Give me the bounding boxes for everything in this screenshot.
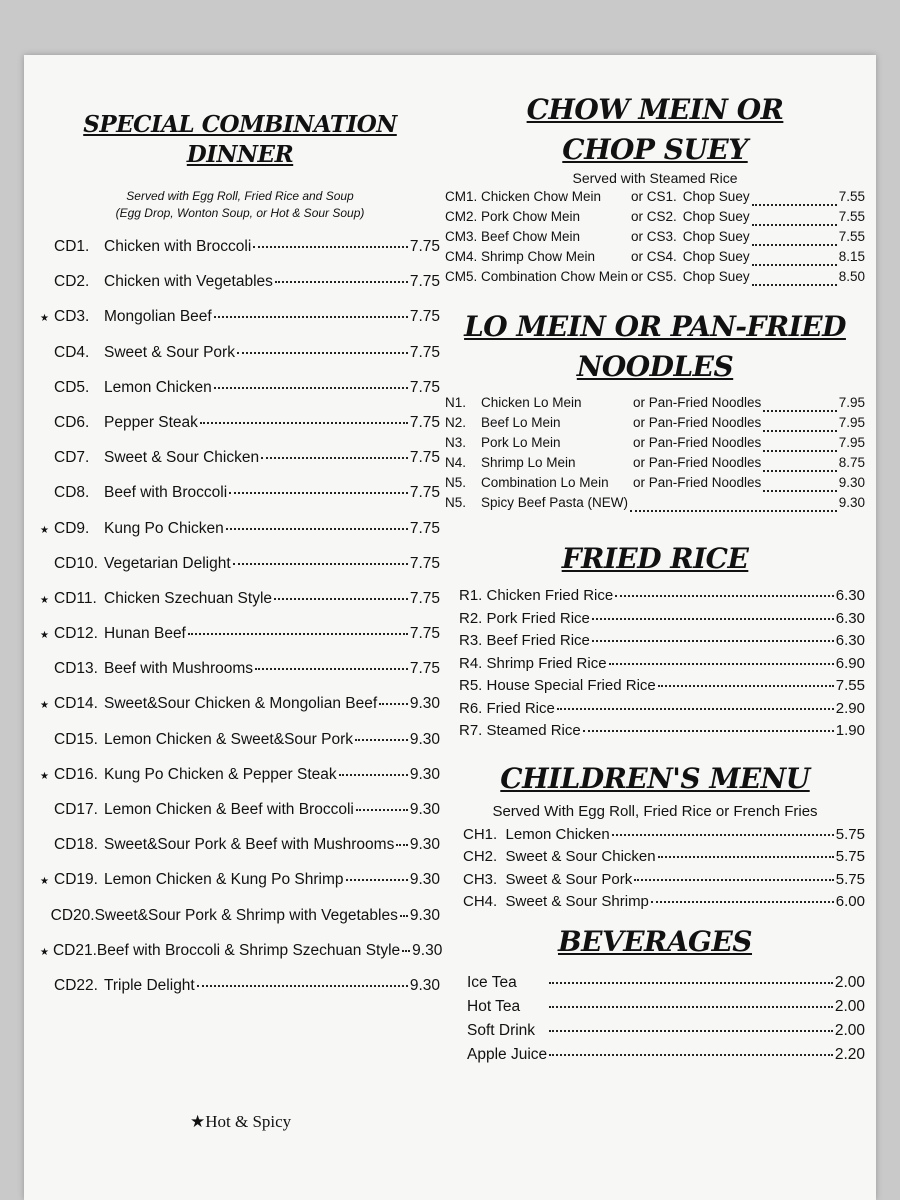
item-price: 6.30: [835, 632, 865, 649]
dot-leader: [592, 618, 834, 620]
item-code: CM3.: [445, 229, 478, 244]
item-price: 7.75: [409, 449, 440, 467]
item-name: R7. Steamed Rice: [459, 722, 581, 739]
dot-leader: [549, 1054, 833, 1056]
item-name: Chicken with Broccoli: [104, 238, 252, 255]
item-price: 7.75: [409, 273, 440, 291]
hot-spicy-star-icon: ★: [40, 524, 49, 536]
dot-leader: [612, 834, 834, 836]
dot-leader: [200, 422, 408, 424]
item-name: Apple Juice: [467, 1045, 548, 1063]
item-name: Chicken Chow Mein: [481, 189, 602, 204]
hot-spicy-star-icon: ★: [40, 313, 49, 325]
beverages-list: [445, 974, 865, 1070]
fried-rice-title: FRIED RICE: [561, 542, 749, 575]
dot-leader: [763, 472, 836, 492]
dot-leader: [356, 809, 408, 811]
lo-mein-row: [445, 495, 865, 515]
item-code: CD19.: [54, 871, 98, 889]
item-name: Shrimp Chow Mein: [481, 249, 596, 264]
dot-leader: [237, 352, 408, 354]
item-price: 9.30: [409, 730, 440, 748]
beverage-row: [445, 998, 865, 1022]
item-name: R4. Shrimp Fried Rice: [459, 654, 607, 672]
item-code: CD14.: [54, 695, 98, 713]
item-price: 2.00: [834, 1021, 865, 1039]
dot-leader: [214, 316, 408, 318]
item-name: CH4. Sweet & Sour Shrimp: [463, 893, 649, 910]
alt-name: Chop Suey: [682, 249, 750, 264]
dot-leader: [188, 633, 408, 635]
menu-item-row: [40, 344, 440, 379]
item-price: 7.55: [835, 677, 865, 694]
dot-leader: [229, 492, 408, 494]
dot-leader: [275, 281, 408, 283]
item-code: CD4.: [54, 343, 90, 361]
item-name: Lemon Chicken & Sweet&Sour Pork: [104, 730, 353, 748]
item-code: CD10.: [54, 554, 98, 572]
dot-leader: [763, 432, 836, 452]
item-name: R2. Pork Fried Rice: [459, 609, 590, 627]
item-code: CD13.: [54, 660, 98, 678]
fried-rice-row: [445, 655, 865, 678]
beverage-row: [445, 974, 865, 998]
dot-leader: [233, 563, 408, 565]
item-price: 8.50: [838, 269, 865, 284]
item-price: 6.90: [835, 654, 865, 672]
item-code: CD20.: [50, 906, 95, 924]
item-price: 9.30: [838, 475, 865, 490]
item-price: 9.30: [838, 495, 865, 510]
alt-code: or CS3.: [631, 229, 677, 244]
item-code: CM4.: [445, 249, 478, 264]
fried-rice-row: [445, 610, 865, 633]
alt-name: Chop Suey: [682, 209, 750, 224]
item-price: 7.55: [838, 209, 865, 224]
item-price: 9.30: [409, 801, 440, 818]
dot-leader: [339, 774, 408, 776]
dot-leader: [255, 668, 408, 670]
item-code: CM1.: [445, 189, 478, 204]
item-code: CD1.: [54, 238, 90, 255]
dot-leader: [214, 387, 408, 389]
item-code: CD3.: [54, 308, 90, 326]
item-name: Sweet&Sour Pork & Beef with Mushrooms: [104, 836, 395, 854]
menu-item-row: [40, 520, 440, 555]
item-name: Pepper Steak: [104, 413, 198, 431]
item-code: N4.: [445, 455, 467, 470]
alt-name: or Pan-Fried Noodles: [633, 415, 762, 430]
hot-spicy-star-icon: ★: [40, 630, 49, 642]
hot-spicy-star-icon: ★: [40, 946, 49, 958]
dot-leader: [379, 703, 408, 705]
dot-leader: [197, 985, 408, 987]
dot-leader: [752, 266, 837, 286]
dot-leader: [400, 915, 408, 917]
fried-rice-row: [445, 700, 865, 723]
childrens-menu-row: [445, 848, 865, 871]
alt-code: or CS2.: [631, 209, 677, 224]
item-name: R1. Chicken Fried Rice: [459, 587, 614, 604]
item-name: Triple Delight: [104, 976, 195, 994]
dot-leader: [396, 844, 408, 846]
fried-rice-row: [445, 587, 865, 610]
item-price: 5.75: [835, 825, 865, 843]
item-name: CH3. Sweet & Sour Pork: [463, 870, 633, 888]
menu-item-row: [40, 590, 440, 625]
menu-item-row: [40, 836, 440, 871]
hot-spicy-star-icon: ★: [40, 594, 49, 606]
item-price: 9.30: [409, 765, 440, 783]
dot-leader: [253, 246, 408, 248]
menu-item-row: [40, 379, 440, 414]
lo-mein-title-line2: NOODLES: [576, 350, 734, 383]
item-name: Chicken Lo Mein: [481, 395, 582, 410]
fried-rice-row: [445, 722, 865, 745]
childrens-menu-note: Served With Egg Roll, Fried Rice or French Fries: [492, 802, 818, 820]
item-name: Beef Lo Mein: [481, 415, 561, 430]
item-price: 7.75: [409, 238, 440, 255]
item-price: 7.95: [838, 395, 865, 410]
item-price: 1.90: [835, 722, 865, 739]
dot-leader: [634, 879, 834, 881]
item-name: Chicken Szechuan Style: [104, 589, 273, 607]
item-code: CD9.: [54, 519, 90, 537]
item-name: Combination Chow Mein: [481, 269, 629, 284]
item-code: CD2.: [54, 273, 90, 291]
item-name: R3. Beef Fried Rice: [459, 632, 590, 649]
dot-leader: [763, 412, 836, 432]
item-name: R6. Fried Rice: [459, 699, 555, 717]
beverage-row: [445, 1022, 865, 1046]
item-code: CD22.: [54, 976, 98, 994]
dot-leader: [752, 226, 837, 246]
dot-leader: [658, 685, 834, 687]
item-code: CD17.: [54, 801, 98, 818]
item-code: CD12.: [54, 625, 98, 643]
dot-leader: [592, 640, 834, 642]
item-price: 7.75: [409, 484, 440, 502]
item-code: CD21.: [52, 941, 97, 959]
item-code: CM5.: [445, 269, 478, 284]
special-combination-section: [40, 110, 443, 1012]
item-price: 7.75: [409, 589, 440, 607]
item-price: 9.30: [412, 941, 443, 959]
right-column: [445, 90, 865, 1070]
hot-spicy-legend: ★Hot & Spicy: [190, 1112, 292, 1131]
item-price: 6.30: [835, 609, 865, 627]
special-combination-note: Served with Egg Roll, Fried Rice and Soup: [126, 189, 354, 203]
item-name: Shrimp Lo Mein: [481, 455, 576, 470]
dot-leader: [226, 528, 408, 530]
menu-item-row: [40, 660, 440, 695]
item-name: Pork Chow Mein: [481, 209, 581, 224]
dot-leader: [557, 708, 834, 710]
item-price: 7.75: [409, 660, 440, 678]
alt-name: or Pan-Fried Noodles: [633, 435, 762, 450]
menu-item-row: [40, 238, 440, 273]
item-price: 7.75: [409, 378, 440, 396]
childrens-menu-title: CHILDREN'S MENU: [500, 761, 810, 795]
dot-leader: [763, 452, 836, 472]
item-code: CD11.: [54, 589, 97, 607]
dot-leader: [346, 879, 408, 881]
fried-rice-row: [445, 632, 865, 655]
item-name: CH1. Lemon Chicken: [463, 825, 610, 843]
menu-item-row: [40, 871, 440, 906]
item-name: Beef with Mushrooms: [104, 660, 254, 678]
chow-mein-list: [445, 189, 865, 289]
item-name: Pork Lo Mein: [481, 435, 561, 450]
alt-name: or Pan-Fried Noodles: [633, 395, 762, 410]
item-code: CD6.: [54, 413, 90, 431]
item-price: 7.55: [838, 229, 865, 244]
menu-item-row: [40, 625, 440, 660]
item-name: Sweet & Sour Chicken: [104, 449, 260, 467]
item-price: 9.30: [409, 871, 440, 889]
item-price: 7.75: [409, 519, 440, 537]
alt-code: or CS1.: [631, 189, 677, 204]
childrens-menu-row: [445, 893, 865, 916]
item-name: Kung Po Chicken & Pepper Steak: [104, 765, 337, 783]
item-name: Sweet & Sour Pork: [104, 343, 235, 361]
item-price: 5.75: [835, 848, 865, 865]
item-name: Beef Chow Mein: [481, 229, 581, 244]
menu-item-row: [40, 414, 440, 449]
item-price: 7.95: [838, 435, 865, 450]
item-code: CM2.: [445, 209, 478, 224]
item-price: 5.75: [835, 870, 865, 888]
chow-mein-title-line1: CHOW MEIN OR: [526, 93, 784, 126]
menu-item-row: [40, 555, 440, 590]
item-name: Hunan Beef: [104, 625, 186, 643]
dot-leader: [583, 730, 834, 732]
item-price: 7.95: [838, 415, 865, 430]
menu-item-row: [40, 731, 440, 766]
item-code: CD7.: [54, 449, 90, 467]
item-code: N1.: [445, 395, 467, 410]
chow-mein-note: Served with Steamed Rice: [572, 170, 738, 186]
special-combination-list: [40, 238, 443, 1012]
hot-spicy-star-icon: ★: [40, 876, 49, 888]
item-price: 7.75: [409, 554, 440, 572]
item-name: Vegetarian Delight: [104, 554, 231, 572]
chow-mein-title-line2: CHOP SUEY: [562, 133, 748, 166]
menu-item-row: [40, 695, 440, 730]
item-code: N2.: [445, 415, 467, 430]
item-name: Lemon Chicken: [104, 378, 212, 396]
item-name: Beef with Broccoli & Shrimp Szechuan Style: [96, 941, 401, 959]
item-code: CD5.: [54, 378, 90, 396]
item-price: 8.15: [838, 249, 865, 264]
item-name: Spicy Beef Pasta (NEW): [481, 495, 629, 510]
item-price: 2.90: [835, 699, 865, 717]
childrens-menu-list: [445, 826, 865, 916]
fried-rice-row: [445, 677, 865, 700]
item-price: 7.55: [838, 189, 865, 204]
dot-leader: [651, 901, 834, 903]
item-price: 7.75: [409, 413, 440, 431]
item-price: 7.75: [409, 343, 440, 361]
dot-leader: [752, 206, 837, 226]
dot-leader: [549, 1030, 833, 1032]
menu-item-row: [40, 941, 443, 977]
item-price: 2.00: [834, 973, 865, 991]
item-name: Lemon Chicken & Beef with Broccoli: [104, 801, 354, 818]
item-price: 7.75: [409, 625, 440, 643]
dot-leader: [609, 663, 834, 665]
item-code: CD16.: [54, 765, 98, 783]
item-price: 8.75: [838, 455, 865, 470]
item-price: 6.30: [835, 587, 865, 604]
item-price: 9.30: [409, 695, 440, 713]
hot-spicy-star-icon: ★: [40, 700, 49, 712]
item-name: Beef with Broccoli: [104, 484, 228, 502]
dot-leader: [549, 1006, 833, 1008]
hot-spicy-star-icon: ★: [40, 770, 49, 782]
item-price: 6.00: [835, 893, 865, 910]
beverage-row: [445, 1046, 865, 1070]
item-price: 2.20: [834, 1045, 865, 1063]
item-name: Hot Tea: [467, 997, 521, 1015]
item-name: Chicken with Vegetables: [104, 273, 273, 291]
menu-item-row: [40, 907, 440, 942]
item-name: Lemon Chicken & Kung Po Shrimp: [104, 871, 344, 889]
menu-item-row: [40, 308, 440, 343]
menu-item-row: [40, 977, 440, 1012]
alt-name: Chop Suey: [682, 269, 750, 284]
alt-name: Chop Suey: [682, 229, 750, 244]
childrens-menu-row: [445, 826, 865, 849]
item-code: CD15.: [54, 730, 98, 748]
item-code: N3.: [445, 435, 467, 450]
lo-mein-title-line1: LO MEIN OR PAN-FRIED: [464, 310, 846, 343]
dot-leader: [752, 186, 837, 206]
dot-leader: [615, 595, 834, 597]
item-name: Mongolian Beef: [104, 308, 212, 326]
alt-code: or CS4.: [631, 249, 677, 264]
childrens-menu-row: [445, 871, 865, 894]
item-name: Soft Drink: [467, 1021, 536, 1039]
item-code: CD18.: [54, 836, 98, 854]
item-name: Sweet&Sour Chicken & Mongolian Beef: [104, 695, 378, 713]
alt-code: or CS5.: [631, 269, 677, 284]
fried-rice-list: [445, 587, 865, 745]
item-price: 7.75: [409, 308, 440, 326]
item-name: Combination Lo Mein: [481, 475, 609, 490]
menu-item-row: [40, 273, 440, 308]
item-name: R5. House Special Fried Rice: [459, 677, 656, 694]
menu-item-row: [40, 449, 440, 484]
item-code: N5.: [445, 475, 467, 490]
alt-name: or Pan-Fried Noodles: [633, 475, 762, 490]
dot-leader: [274, 598, 408, 600]
menu-item-row: [40, 801, 440, 836]
item-price: 9.30: [409, 836, 440, 854]
dot-leader: [355, 739, 408, 741]
chow-mein-row: [445, 269, 865, 289]
beverages-title: BEVERAGES: [557, 924, 753, 958]
item-name: Sweet&Sour Pork & Shrimp with Vegetables: [94, 906, 398, 924]
item-name: Ice Tea: [467, 973, 517, 991]
item-price: 9.30: [409, 906, 440, 924]
menu-item-row: [40, 766, 440, 801]
dot-leader: [402, 950, 410, 952]
item-price: 9.30: [409, 976, 440, 994]
dot-leader: [630, 492, 837, 512]
item-code: N5.: [445, 495, 467, 510]
alt-name: Chop Suey: [682, 189, 750, 204]
item-price: 2.00: [834, 997, 865, 1015]
dot-leader: [261, 457, 408, 459]
alt-name: or Pan-Fried Noodles: [633, 455, 762, 470]
lo-mein-list: [445, 395, 865, 515]
special-combination-title: SPECIAL COMBINATION DINNER: [83, 111, 397, 168]
item-code: CD8.: [54, 484, 90, 502]
dot-leader: [658, 856, 834, 858]
dot-leader: [549, 982, 833, 984]
menu-item-row: [40, 484, 440, 519]
dot-leader: [752, 246, 837, 266]
item-name: Kung Po Chicken: [104, 519, 224, 537]
dot-leader: [763, 392, 836, 412]
item-name: CH2. Sweet & Sour Chicken: [463, 848, 656, 865]
special-combination-soup-note: (Egg Drop, Wonton Soup, or Hot & Sour Soup): [115, 206, 365, 220]
